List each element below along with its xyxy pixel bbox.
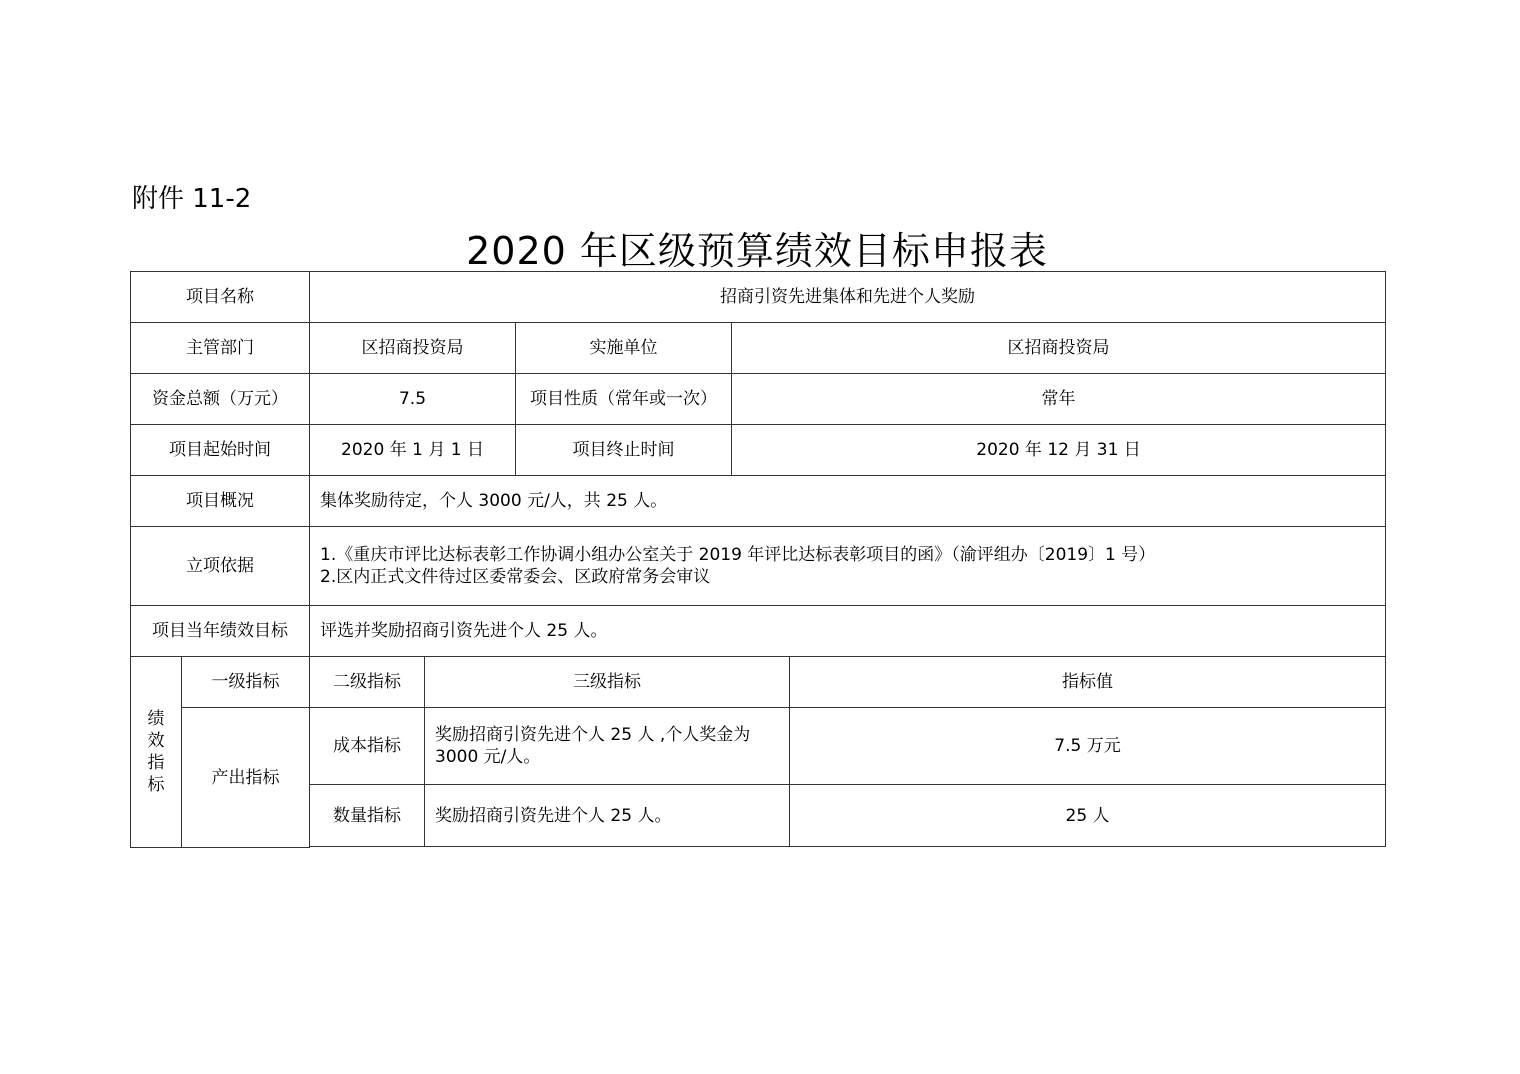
page-title: 2020 年区级预算绩效目标申报表 bbox=[466, 229, 1048, 273]
row-time bbox=[131, 425, 1386, 476]
spacer-cell bbox=[310, 847, 1386, 848]
attachment-label: 附件 11-2 bbox=[132, 184, 252, 214]
budget-form-table bbox=[130, 271, 1386, 848]
funds-label: 资金总额（万元） bbox=[131, 374, 310, 425]
row1-level2: 成本指标 bbox=[310, 708, 425, 785]
header-level1: 一级指标 bbox=[182, 657, 310, 708]
indicators-side-label bbox=[131, 657, 182, 848]
header-level2: 二级指标 bbox=[310, 657, 425, 708]
row-department bbox=[131, 323, 1386, 374]
basis-line-1: 1.《重庆市评比达标表彰工作协调小组办公室关于 2019 年评比达标表彰项目的函》（渝评组办〔2019〕1 号） bbox=[320, 545, 1156, 565]
department-label: 主管部门 bbox=[131, 323, 310, 374]
level1-output: 产出指标 bbox=[182, 708, 310, 848]
overview-value: 集体奖励待定，个人 3000 元/人，共 25 人。 bbox=[310, 476, 1386, 527]
row-funds bbox=[131, 374, 1386, 425]
row2-value: 25 人 bbox=[790, 785, 1386, 847]
end-time-value: 2020 年 12 月 31 日 bbox=[732, 425, 1386, 476]
side-char-1: 绩 bbox=[147, 709, 165, 729]
side-char-4: 标 bbox=[147, 775, 165, 795]
project-name-value: 招商引资先进集体和先进个人奖励 bbox=[310, 272, 1386, 323]
row-indicator-headers bbox=[131, 657, 1386, 708]
goal-value: 评选并奖励招商引资先进个人 25 人。 bbox=[310, 606, 1386, 657]
goal-label: 项目当年绩效目标 bbox=[131, 606, 310, 657]
end-time-label: 项目终止时间 bbox=[516, 425, 732, 476]
header-level3: 三级指标 bbox=[425, 657, 790, 708]
impl-unit-label: 实施单位 bbox=[516, 323, 732, 374]
header-value: 指标值 bbox=[790, 657, 1386, 708]
indicator-row bbox=[131, 708, 1386, 785]
row2-level2: 数量指标 bbox=[310, 785, 425, 847]
row1-level3: 奖励招商引资先进个人 25 人 ,个人奖金为 3000 元/人。 bbox=[425, 708, 790, 785]
start-time-label: 项目起始时间 bbox=[131, 425, 310, 476]
funds-value: 7.5 bbox=[310, 374, 516, 425]
indicator-row bbox=[131, 785, 1386, 847]
row-goal bbox=[131, 606, 1386, 657]
row2-level3: 奖励招商引资先进个人 25 人。 bbox=[425, 785, 790, 847]
basis-line-2: 2.区内正式文件待过区委常委会、区政府常务会审议 bbox=[320, 567, 711, 587]
side-char-2: 效 bbox=[147, 731, 165, 751]
nature-value: 常年 bbox=[732, 374, 1386, 425]
row-project-name bbox=[131, 272, 1386, 323]
basis-label: 立项依据 bbox=[131, 527, 310, 606]
row1-value: 7.5 万元 bbox=[790, 708, 1386, 785]
impl-unit-value: 区招商投资局 bbox=[732, 323, 1386, 374]
spacer-row bbox=[131, 847, 1386, 848]
project-name-label: 项目名称 bbox=[131, 272, 310, 323]
row-basis bbox=[131, 527, 1386, 606]
department-value: 区招商投资局 bbox=[310, 323, 516, 374]
side-char-3: 指 bbox=[147, 753, 165, 773]
nature-label: 项目性质（常年或一次） bbox=[516, 374, 732, 425]
basis-value bbox=[310, 527, 1386, 606]
overview-label: 项目概况 bbox=[131, 476, 310, 527]
row-overview bbox=[131, 476, 1386, 527]
start-time-value: 2020 年 1 月 1 日 bbox=[310, 425, 516, 476]
